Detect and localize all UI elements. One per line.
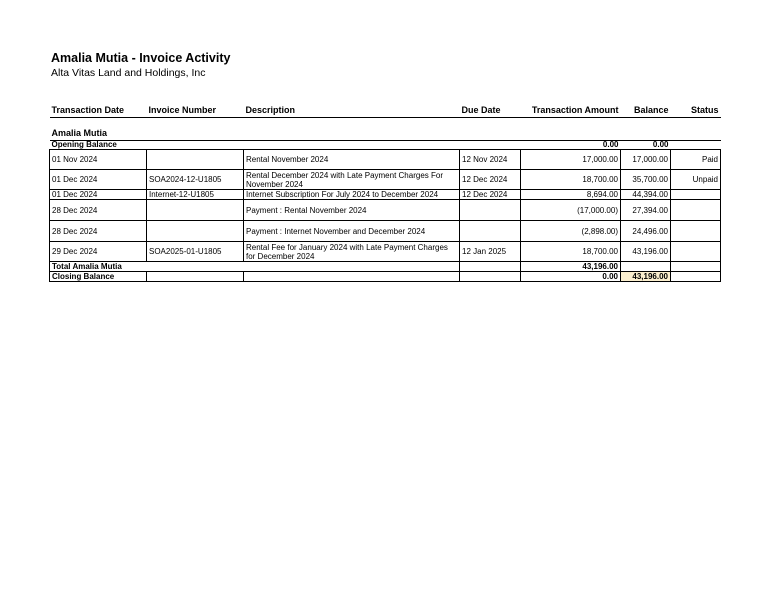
cell-description: Rental November 2024	[244, 150, 460, 170]
cell-amount: 18,700.00	[521, 242, 621, 262]
cell-due-date: 12 Nov 2024	[460, 150, 521, 170]
closing-balance-label: Closing Balance	[50, 272, 147, 282]
table-row	[50, 150, 721, 170]
table-row	[50, 221, 721, 242]
col-description: Description	[244, 104, 460, 118]
cell-balance: 43,196.00	[621, 242, 671, 262]
col-transaction-amount: Transaction Amount	[521, 104, 621, 118]
cell-balance: 17,000.00	[621, 150, 671, 170]
cell-balance: 44,394.00	[621, 190, 671, 200]
cell-balance: 27,394.00	[621, 200, 671, 221]
closing-balance-row	[50, 272, 721, 282]
group-name: Amalia Mutia	[50, 118, 721, 141]
cell-due-date: 12 Dec 2024	[460, 170, 521, 190]
cell-amount: (17,000.00)	[521, 200, 621, 221]
cell-date: 28 Dec 2024	[50, 200, 147, 221]
cell-balance: 24,496.00	[621, 221, 671, 242]
col-balance: Balance	[621, 104, 671, 118]
cell-due-date: 12 Jan 2025	[460, 242, 521, 262]
cell-balance: 35,700.00	[621, 170, 671, 190]
group-header-row	[50, 118, 721, 141]
total-label: Total Amalia Mutia	[50, 262, 460, 272]
cell-description: Rental Fee for January 2024 with Late Payment Charges for December 2024	[244, 242, 460, 262]
cell-status	[671, 242, 721, 262]
total-amount: 43,196.00	[521, 262, 621, 272]
cell-invoice: SOA2024-12-U1805	[147, 170, 244, 190]
cell-invoice: SOA2025-01-U1805	[147, 242, 244, 262]
cell-date: 28 Dec 2024	[50, 221, 147, 242]
cell-date: 29 Dec 2024	[50, 242, 147, 262]
cell-invoice	[147, 150, 244, 170]
cell-description: Payment : Internet November and December 2024	[244, 221, 460, 242]
cell-amount: 8,694.00	[521, 190, 621, 200]
table-row	[50, 200, 721, 221]
col-status: Status	[671, 104, 721, 118]
cell-status: Unpaid	[671, 170, 721, 190]
cell-status	[671, 200, 721, 221]
cell-date: 01 Dec 2024	[50, 190, 147, 200]
closing-balance-amount: 0.00	[521, 272, 621, 282]
col-transaction-date: Transaction Date	[50, 104, 147, 118]
cell-due-date: 12 Dec 2024	[460, 190, 521, 200]
cell-description: Internet Subscription For July 2024 to December 2024	[244, 190, 460, 200]
cell-date: 01 Dec 2024	[50, 170, 147, 190]
table-row	[50, 190, 721, 200]
company-name: Alta Vitas Land and Holdings, Inc	[51, 67, 206, 79]
cell-date: 01 Nov 2024	[50, 150, 147, 170]
opening-balance-label: Opening Balance	[51, 140, 117, 149]
cell-due-date	[460, 221, 521, 242]
opening-balance-amount: 0.00	[602, 140, 619, 149]
table-row	[50, 242, 721, 262]
cell-invoice: Internet-12-U1805	[147, 190, 244, 200]
table-row	[50, 170, 721, 190]
cell-status	[671, 221, 721, 242]
cell-description: Payment : Rental November 2024	[244, 200, 460, 221]
closing-balance-balance: 43,196.00	[621, 272, 671, 282]
table-header-row	[50, 104, 721, 118]
invoice-activity-table	[49, 104, 721, 282]
opening-balance-balance: 0.00	[652, 140, 669, 149]
total-row	[50, 262, 721, 272]
col-invoice-number: Invoice Number	[147, 104, 244, 118]
cell-status	[671, 190, 721, 200]
cell-invoice	[147, 221, 244, 242]
col-due-date: Due Date	[460, 104, 521, 118]
cell-status: Paid	[671, 150, 721, 170]
cell-description: Rental December 2024 with Late Payment Charges For November 2024	[244, 170, 460, 190]
cell-invoice	[147, 200, 244, 221]
cell-amount: (2,898.00)	[521, 221, 621, 242]
report-title: Amalia Mutia - Invoice Activity	[51, 51, 231, 65]
cell-due-date	[460, 200, 521, 221]
cell-amount: 18,700.00	[521, 170, 621, 190]
opening-balance-row	[50, 141, 721, 150]
cell-amount: 17,000.00	[521, 150, 621, 170]
